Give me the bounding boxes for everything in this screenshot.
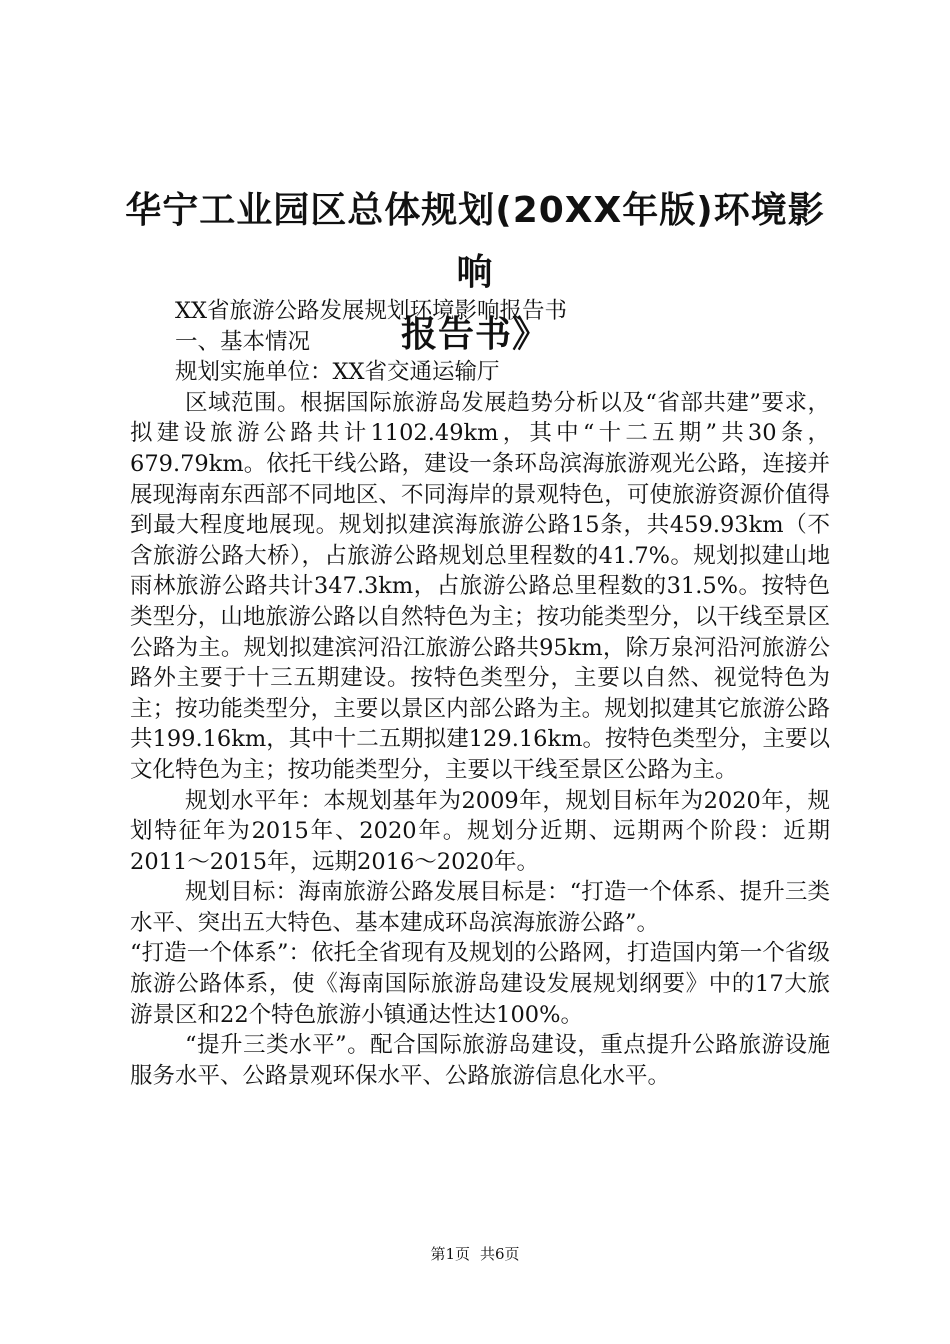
- paragraph-planning-goals: 规划目标：海南旅游公路发展目标是：“打造一个体系、提升三类水平、突出五大特色、基本建成环岛滨海旅游公路”。: [130, 879, 830, 936]
- paragraph-implementing-unit: 规划实施单位：XX省交通运输厅: [175, 359, 500, 386]
- document-body: [130, 296, 830, 1091]
- paragraph-three-levels: “提升三类水平”。配合国际旅游岛建设，重点提升公路旅游设施服务水平、公路景观环保水平、公路旅游信息化水平。: [130, 1032, 830, 1089]
- paragraph-report-name: XX省旅游公路发展规划环境影响报告书: [175, 298, 568, 324]
- page-total: 共6页: [480, 1245, 520, 1263]
- page-number: 第1页: [430, 1245, 470, 1263]
- document-title-line-2: 报告书》: [400, 314, 549, 355]
- document-title-line-1: 华宁工业园区总体规划(20XX年版)环境影响: [125, 190, 825, 293]
- paragraph-system-building: “打造一个体系”：依托全省现有及规划的公路网，打造国内第一个省级旅游公路体系，使《海南国际旅游岛建设发展规划纲要》中的17大旅游景区和22个特色旅游小镇通达性达100%。: [130, 940, 830, 1028]
- paragraph-region-scope: 区域范围。根据国际旅游岛发展趋势分析以及“省部共建”要求，拟建设旅游公路共计1102.49km，其中“十二五期”共30条，679.79km。依托干线公路，建设一条环岛滨海旅游观光公路，连接并展现海南东西部不同地区、不同海岸的景观特色，可使旅游资源价值得到最大程度地展现。规划拟建滨海旅游公路15条，共459.93km（不含旅游公路大桥），占旅游公路规划总里程数的41.7%。规划拟建山地雨林旅游公路共计347.3km，占旅游公路总里程数的31.5%。按特色类型分，山地旅游公路以自然特色为主；按功能类型分，以干线至景区公路为主。规划拟建滨河沿江旅游公路共95km，除万泉河沿河旅游公路外主要于十三五期建设。按特色类型分，主要以自然、视觉特色为主；按功能类型分，主要以景区内部公路为主。规划拟建其它旅游公路共199.16km，其中十二五期拟建129.16km。按特色类型分，主要以文化特色为主；按功能类型分，主要以干线至景区公路为主。: [130, 389, 830, 783]
- page-footer: [0, 1244, 950, 1264]
- paragraph-section-heading: 一、基本情况: [175, 328, 311, 355]
- paragraph-planning-years: 规划水平年：本规划基年为2009年，规划目标年为2020年，规划特征年为2015年、2020年。规划分近期、远期两个阶段：近期2011～2015年，远期2016～2020年。: [130, 787, 830, 875]
